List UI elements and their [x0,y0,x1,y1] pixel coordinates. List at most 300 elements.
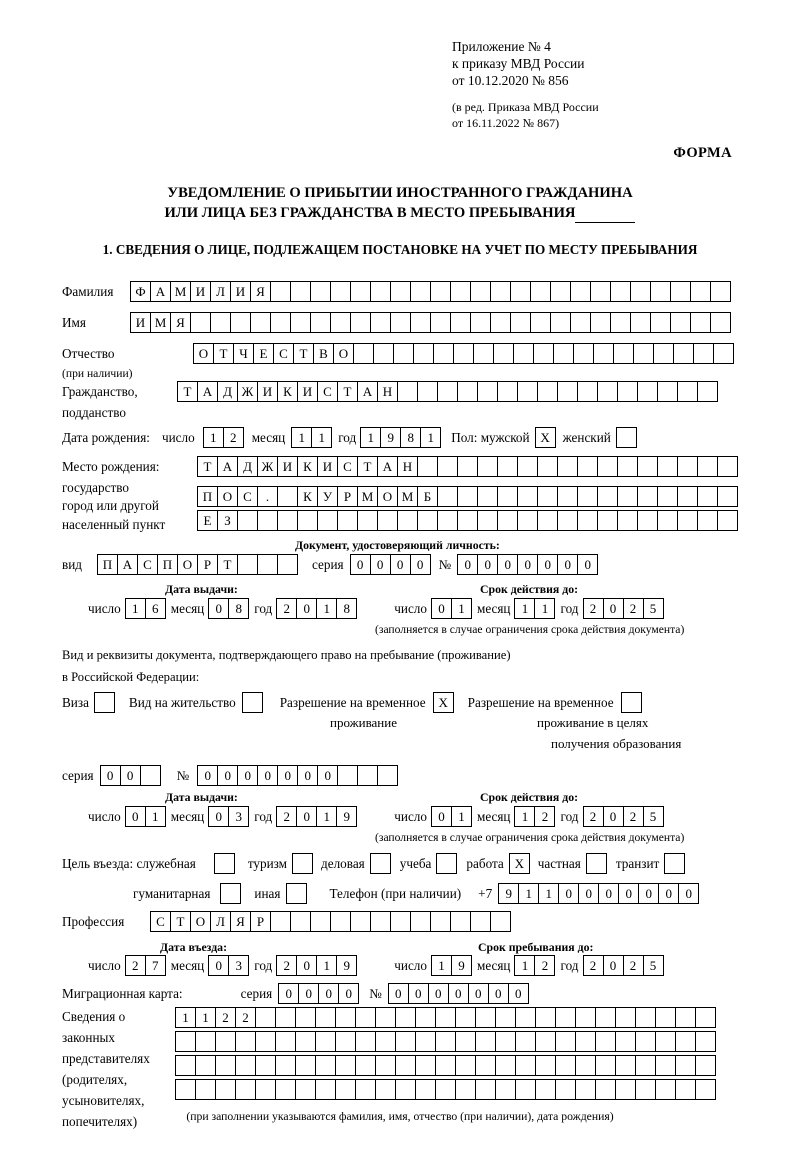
cell[interactable]: П [157,554,178,575]
cell[interactable]: Т [197,456,218,477]
legal-rep-input-row4[interactable] [175,1079,716,1100]
cell[interactable]: О [193,343,214,364]
cell[interactable]: О [377,486,398,507]
cell[interactable]: Е [253,343,274,364]
cell[interactable]: М [397,486,418,507]
cell[interactable] [430,911,451,932]
cell[interactable] [717,510,738,531]
cell[interactable]: М [357,486,378,507]
cell[interactable]: 0 [197,765,218,786]
purpose-transit-checkbox[interactable] [664,853,685,874]
cell[interactable] [513,343,534,364]
cell[interactable] [415,1007,436,1028]
cell[interactable] [617,381,638,402]
cell[interactable]: 1 [125,598,146,619]
cell[interactable]: С [237,486,258,507]
cell[interactable] [630,281,651,302]
cell[interactable] [497,456,518,477]
cell[interactable]: 0 [388,983,409,1004]
cell[interactable]: 0 [317,765,338,786]
cell[interactable]: 2 [583,806,604,827]
cell[interactable]: И [297,381,318,402]
cell[interactable] [615,1007,636,1028]
cell[interactable] [230,312,251,333]
stay-valid-year-input[interactable] [583,806,664,827]
cell[interactable] [535,1079,556,1100]
cell[interactable]: 0 [603,806,624,827]
cell[interactable]: Д [217,381,238,402]
cell[interactable] [357,510,378,531]
cell[interactable] [315,1031,336,1052]
cell[interactable] [613,343,634,364]
cell[interactable] [713,343,734,364]
cell[interactable]: 1 [203,427,224,448]
cell[interactable] [550,281,571,302]
cell[interactable]: Я [170,312,191,333]
cell[interactable] [215,1031,236,1052]
cell[interactable] [435,1055,456,1076]
cell[interactable]: 9 [498,883,519,904]
cell[interactable] [437,510,458,531]
cell[interactable] [617,456,638,477]
cell[interactable] [235,1055,256,1076]
cell[interactable] [493,343,514,364]
cell[interactable]: 2 [276,806,297,827]
cell[interactable] [510,281,531,302]
cell[interactable] [515,1007,536,1028]
cell[interactable] [357,765,378,786]
cell[interactable] [275,1079,296,1100]
birth-month-input[interactable] [291,427,332,448]
cell[interactable] [630,312,651,333]
cell[interactable]: А [150,281,171,302]
cell[interactable] [335,1031,356,1052]
cell[interactable] [695,1055,716,1076]
cell[interactable]: 0 [350,554,371,575]
cell[interactable]: 0 [237,765,258,786]
cell[interactable] [515,1031,536,1052]
cell[interactable]: 0 [578,883,599,904]
cell[interactable] [237,510,258,531]
cell[interactable] [553,343,574,364]
cell[interactable] [350,281,371,302]
cell[interactable]: 0 [537,554,558,575]
cell[interactable] [455,1007,476,1028]
cell[interactable] [473,343,494,364]
cell[interactable] [615,1079,636,1100]
cell[interactable] [175,1055,196,1076]
cell[interactable]: 7 [145,955,166,976]
sex-female-checkbox[interactable] [616,427,637,448]
cell[interactable] [495,1007,516,1028]
cell[interactable] [675,1055,696,1076]
cell[interactable] [597,381,618,402]
cell[interactable]: 0 [508,983,529,1004]
cell[interactable] [375,1031,396,1052]
cell[interactable]: У [317,486,338,507]
cell[interactable] [310,312,331,333]
cell[interactable]: 0 [477,554,498,575]
cell[interactable]: 5 [643,955,664,976]
cell[interactable] [195,1079,216,1100]
cell[interactable]: 1 [431,955,452,976]
cell[interactable]: 1 [538,883,559,904]
cell[interactable] [637,510,658,531]
entry-year-input[interactable] [276,955,357,976]
cell[interactable]: 2 [276,598,297,619]
cell[interactable]: М [150,312,171,333]
cell[interactable] [417,456,438,477]
cell[interactable] [530,312,551,333]
cell[interactable] [615,1055,636,1076]
cell[interactable] [390,312,411,333]
cell[interactable]: Р [197,554,218,575]
cell[interactable] [530,281,551,302]
cell[interactable] [435,1079,456,1100]
cell[interactable] [295,1031,316,1052]
cell[interactable] [250,312,271,333]
cell[interactable] [355,1079,376,1100]
doc-number-input[interactable] [457,554,598,575]
cell[interactable]: 9 [336,955,357,976]
cell[interactable]: Я [250,281,271,302]
cell[interactable] [370,911,391,932]
cell[interactable]: С [273,343,294,364]
purpose-study-checkbox[interactable] [436,853,457,874]
cell[interactable]: 0 [208,806,229,827]
temp-residence-edu-checkbox[interactable] [621,692,642,713]
cell[interactable] [437,456,458,477]
cell[interactable]: 0 [497,554,518,575]
cell[interactable] [453,343,474,364]
cell[interactable] [415,1031,436,1052]
cell[interactable]: 2 [534,955,555,976]
cell[interactable] [597,510,618,531]
cell[interactable] [670,281,691,302]
cell[interactable] [597,486,618,507]
cell[interactable]: 1 [316,806,337,827]
cell[interactable]: Т [213,343,234,364]
cell[interactable] [235,1079,256,1100]
cell[interactable] [510,312,531,333]
cell[interactable] [590,312,611,333]
cell[interactable] [610,281,631,302]
cell[interactable]: 1 [514,598,535,619]
cell[interactable] [675,1007,696,1028]
mig-number-input[interactable] [388,983,529,1004]
cell[interactable]: 8 [336,598,357,619]
cell[interactable] [575,1007,596,1028]
cell[interactable] [175,1031,196,1052]
stayuntil-day-input[interactable] [431,955,472,976]
legal-rep-input-row3[interactable] [175,1055,716,1076]
cell[interactable]: О [177,554,198,575]
cell[interactable] [637,486,658,507]
cell[interactable] [593,343,614,364]
stay-issue-year-input[interactable] [276,806,357,827]
cell[interactable] [570,281,591,302]
cell[interactable] [615,1031,636,1052]
cell[interactable]: 0 [488,983,509,1004]
cell[interactable] [573,343,594,364]
cell[interactable] [577,486,598,507]
cell[interactable] [557,510,578,531]
cell[interactable] [695,1031,716,1052]
cell[interactable]: И [230,281,251,302]
cell[interactable]: 0 [517,554,538,575]
cell[interactable]: 0 [457,554,478,575]
cell[interactable] [477,510,498,531]
cell[interactable] [490,911,511,932]
cell[interactable] [595,1007,616,1028]
cell[interactable] [455,1055,476,1076]
cell[interactable] [277,510,298,531]
cell[interactable] [655,1007,676,1028]
cell[interactable] [517,456,538,477]
cell[interactable] [697,456,718,477]
cell[interactable] [235,1031,256,1052]
cell[interactable]: 9 [380,427,401,448]
cell[interactable] [490,312,511,333]
doc-valid-year-input[interactable] [583,598,664,619]
doc-series-input[interactable] [350,554,431,575]
cell[interactable]: 0 [603,955,624,976]
cell[interactable]: С [317,381,338,402]
cell[interactable]: Н [377,381,398,402]
cell[interactable] [310,281,331,302]
cell[interactable] [257,554,278,575]
cell[interactable] [657,456,678,477]
cell[interactable] [457,381,478,402]
cell[interactable] [415,1055,436,1076]
cell[interactable]: 0 [558,883,579,904]
cell[interactable]: А [117,554,138,575]
cell[interactable] [335,1055,356,1076]
cell[interactable] [417,510,438,531]
cell[interactable] [655,1055,676,1076]
cell[interactable] [295,1079,316,1100]
cell[interactable]: Л [210,911,231,932]
cell[interactable] [677,381,698,402]
cell[interactable]: Т [337,381,358,402]
doc-kind-input[interactable] [97,554,298,575]
cell[interactable]: Т [293,343,314,364]
cell[interactable]: 8 [228,598,249,619]
cell[interactable] [650,281,671,302]
cell[interactable]: 1 [175,1007,196,1028]
cell[interactable] [635,1007,656,1028]
stay-issue-month-input[interactable] [208,806,249,827]
cell[interactable]: О [190,911,211,932]
cell[interactable] [350,312,371,333]
cell[interactable]: 2 [583,598,604,619]
cell[interactable]: 0 [431,806,452,827]
cell[interactable]: О [333,343,354,364]
cell[interactable] [577,510,598,531]
cell[interactable] [697,381,718,402]
cell[interactable] [377,510,398,531]
cell[interactable] [575,1079,596,1100]
cell[interactable] [497,510,518,531]
cell[interactable]: Ж [257,456,278,477]
cell[interactable] [595,1031,616,1052]
cell[interactable]: 0 [370,554,391,575]
cell[interactable]: 0 [431,598,452,619]
cell[interactable] [690,312,711,333]
cell[interactable] [430,312,451,333]
birthplace-city-input-row1[interactable] [197,486,738,507]
cell[interactable]: 0 [448,983,469,1004]
birthplace-city-input-row2[interactable] [197,510,738,531]
cell[interactable]: 1 [195,1007,216,1028]
cell[interactable] [277,486,298,507]
cell[interactable] [277,554,298,575]
cell[interactable] [330,281,351,302]
entry-day-input[interactable] [125,955,166,976]
cell[interactable] [457,486,478,507]
purpose-humanitarian-checkbox[interactable] [220,883,241,904]
residence-permit-checkbox[interactable] [242,692,263,713]
cell[interactable] [555,1007,576,1028]
cell[interactable] [395,1007,416,1028]
cell[interactable]: Л [210,281,231,302]
cell[interactable] [515,1055,536,1076]
cell[interactable]: 0 [208,955,229,976]
cell[interactable] [395,1055,416,1076]
cell[interactable] [255,1079,276,1100]
cell[interactable]: 0 [577,554,598,575]
stayuntil-year-input[interactable] [583,955,664,976]
cell[interactable] [355,1007,376,1028]
cell[interactable] [657,381,678,402]
cell[interactable] [690,281,711,302]
cell[interactable]: 0 [603,598,624,619]
cell[interactable] [417,381,438,402]
cell[interactable] [577,456,598,477]
cell[interactable]: И [317,456,338,477]
cell[interactable] [537,456,558,477]
cell[interactable] [693,343,714,364]
cell[interactable] [390,911,411,932]
cell[interactable]: 0 [410,554,431,575]
cell[interactable] [655,1031,676,1052]
visa-checkbox[interactable] [94,692,115,713]
cell[interactable] [557,486,578,507]
cell[interactable] [270,312,291,333]
cell[interactable]: 2 [623,806,644,827]
cell[interactable] [597,456,618,477]
cell[interactable] [497,381,518,402]
cell[interactable] [437,381,458,402]
cell[interactable] [270,911,291,932]
cell[interactable] [717,456,738,477]
cell[interactable]: 0 [618,883,639,904]
cell[interactable] [410,281,431,302]
cell[interactable]: 0 [338,983,359,1004]
cell[interactable] [517,486,538,507]
name-input[interactable] [130,312,731,333]
cell[interactable]: Р [250,911,271,932]
cell[interactable] [390,281,411,302]
cell[interactable] [353,343,374,364]
cell[interactable]: П [197,486,218,507]
cell[interactable] [555,1031,576,1052]
cell[interactable] [457,456,478,477]
cell[interactable] [475,1031,496,1052]
cell[interactable]: Д [237,456,258,477]
doc-issue-month-input[interactable] [208,598,249,619]
cell[interactable] [295,1055,316,1076]
cell[interactable] [517,510,538,531]
cell[interactable] [495,1031,516,1052]
cell[interactable] [330,312,351,333]
cell[interactable]: 1 [420,427,441,448]
entry-month-input[interactable] [208,955,249,976]
cell[interactable] [215,1079,236,1100]
cell[interactable]: 0 [278,983,299,1004]
cell[interactable]: 0 [557,554,578,575]
cell[interactable]: 1 [451,806,472,827]
cell[interactable] [410,911,431,932]
cell[interactable] [535,1007,556,1028]
cell[interactable] [410,312,431,333]
birth-day-input[interactable] [203,427,244,448]
cell[interactable] [210,312,231,333]
cell[interactable] [375,1055,396,1076]
cell[interactable] [677,486,698,507]
cell[interactable]: 0 [390,554,411,575]
cell[interactable] [397,510,418,531]
cell[interactable]: 2 [223,427,244,448]
cell[interactable] [433,343,454,364]
cell[interactable]: 1 [518,883,539,904]
doc-issue-year-input[interactable] [276,598,357,619]
legal-rep-input-row1[interactable] [175,1007,716,1028]
cell[interactable]: 2 [534,806,555,827]
purpose-business-checkbox[interactable] [370,853,391,874]
cell[interactable] [537,486,558,507]
cell[interactable] [595,1079,616,1100]
cell[interactable] [673,343,694,364]
cell[interactable] [633,343,654,364]
cell[interactable]: Я [230,911,251,932]
cell[interactable] [355,1031,376,1052]
stay-valid-month-input[interactable] [514,806,555,827]
cell[interactable]: К [297,456,318,477]
cell[interactable] [315,1007,336,1028]
cell[interactable] [455,1079,476,1100]
cell[interactable]: 1 [534,598,555,619]
stay-number-input[interactable] [197,765,398,786]
cell[interactable]: 0 [277,765,298,786]
cell[interactable]: А [357,381,378,402]
cell[interactable]: С [150,911,171,932]
cell[interactable] [373,343,394,364]
cell[interactable] [255,1055,276,1076]
cell[interactable]: И [257,381,278,402]
cell[interactable]: И [130,312,151,333]
cell[interactable]: 5 [643,598,664,619]
cell[interactable] [415,1079,436,1100]
doc-valid-day-input[interactable] [431,598,472,619]
cell[interactable]: Т [177,381,198,402]
cell[interactable] [657,510,678,531]
cell[interactable] [697,510,718,531]
cell[interactable] [475,1055,496,1076]
cell[interactable]: 5 [643,806,664,827]
cell[interactable]: Ж [237,381,258,402]
cell[interactable]: И [277,456,298,477]
